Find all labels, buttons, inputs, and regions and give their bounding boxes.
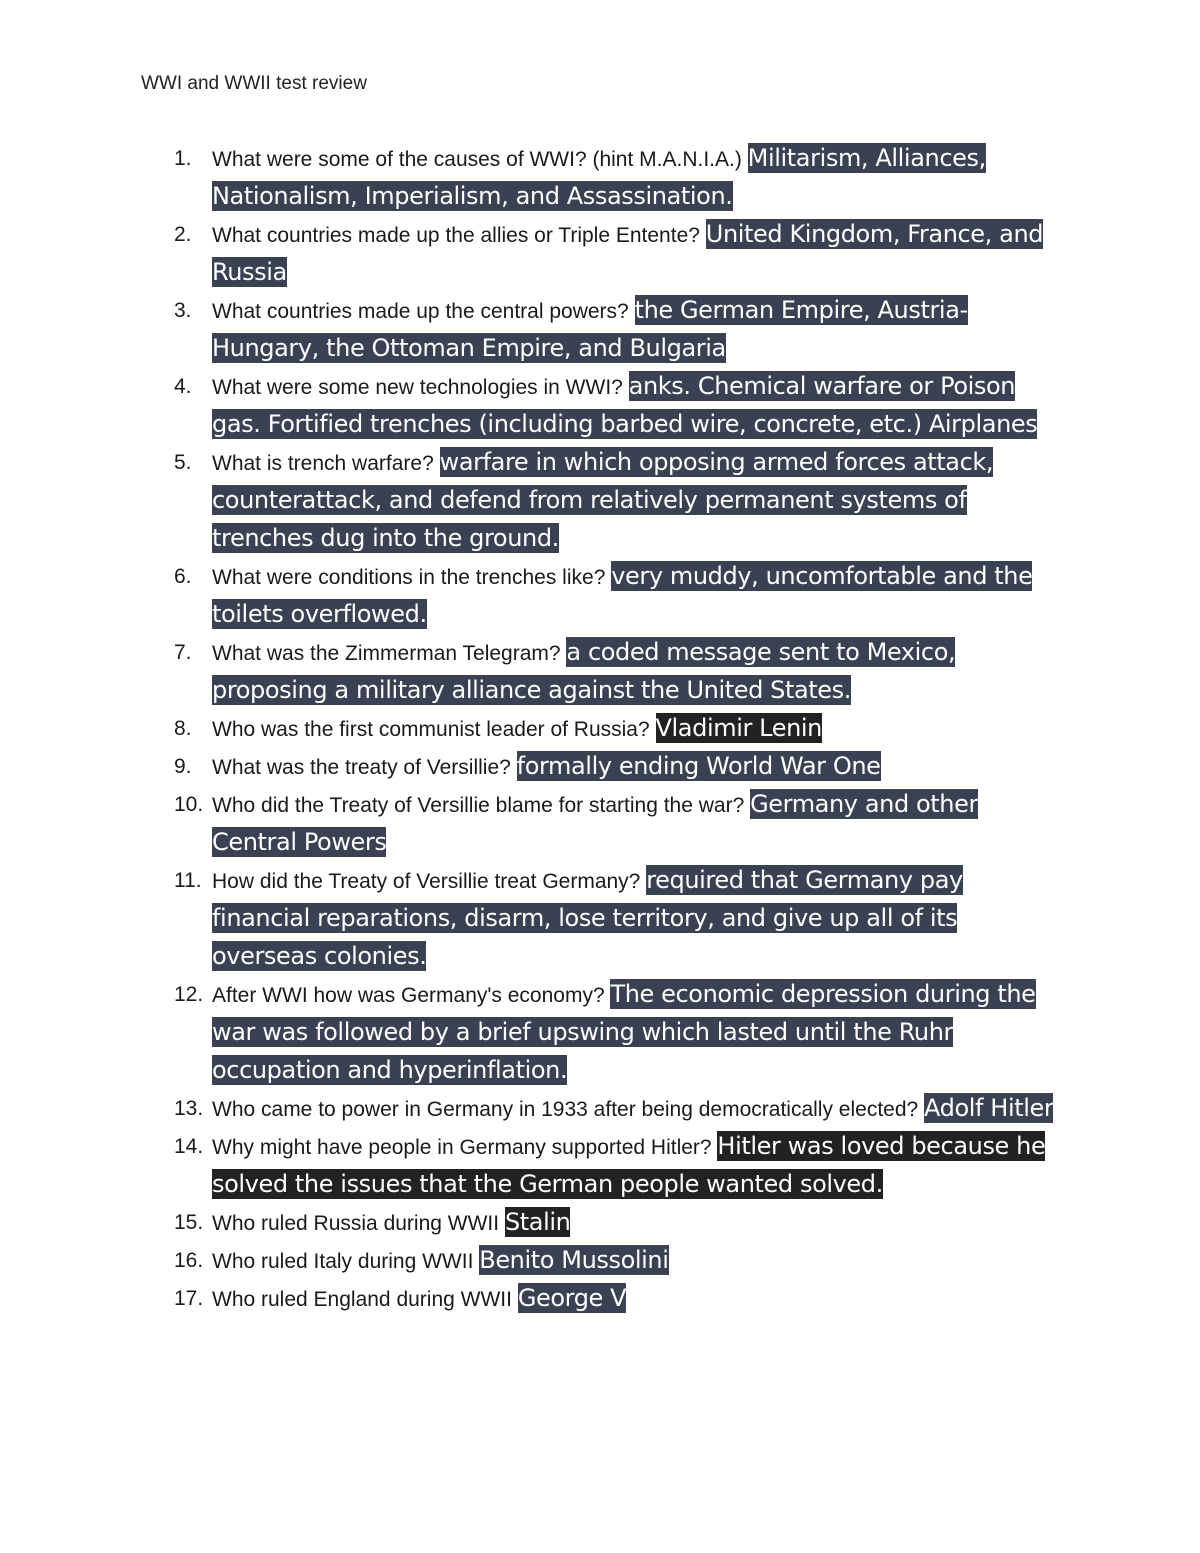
question-number: 7. xyxy=(174,641,192,664)
question-text: What were some new technologies in WWI? xyxy=(212,376,629,399)
answer-highlight: a coded message sent to Mexico, proposing a military alliance against the United States. xyxy=(212,638,956,704)
question-number: 1. xyxy=(174,147,192,170)
list-item xyxy=(0,710,1200,748)
question-text: Who ruled Italy during WWII xyxy=(212,1250,480,1273)
answer-highlight: Benito Mussolini xyxy=(479,1246,669,1274)
answer-highlight: very muddy, uncomfortable and the toilets overflowed. xyxy=(212,562,1033,628)
list-item xyxy=(0,1280,1200,1318)
list-item xyxy=(0,292,1200,368)
list-item xyxy=(0,1242,1200,1280)
question-number: 9. xyxy=(174,755,192,778)
answer-highlight: required that Germany pay financial reparations, disarm, lose territory, and give up all of its overseas colonies. xyxy=(212,866,963,970)
list-item xyxy=(0,140,1200,216)
question-number: 13. xyxy=(174,1097,204,1120)
document-title: WWI and WWII test review xyxy=(141,73,367,94)
list-item xyxy=(0,444,1200,558)
question-number: 10. xyxy=(174,793,204,816)
question-number: 2. xyxy=(174,223,192,246)
question-number: 8. xyxy=(174,717,192,740)
answer-highlight: Militarism, Alliances, Nationalism, Imperialism, and Assassination. xyxy=(212,144,986,210)
answer-highlight: anks. Chemical warfare or Poison gas. Fortified trenches (including barbed wire, concrete, etc.) Airplanes xyxy=(212,372,1038,438)
question-text: What countries made up the allies or Triple Entente? xyxy=(212,224,706,247)
question-list xyxy=(0,140,1200,1318)
question-text: Who was the first communist leader of Russia? xyxy=(212,718,656,741)
list-item xyxy=(0,634,1200,710)
question-text: What is trench warfare? xyxy=(212,452,440,475)
answer-highlight: Vladimir Lenin xyxy=(655,714,822,742)
answer-highlight: Germany and other Central Powers xyxy=(212,790,978,856)
question-number: 5. xyxy=(174,451,192,474)
question-number: 6. xyxy=(174,565,192,588)
question-number: 12. xyxy=(174,983,204,1006)
list-item xyxy=(0,1128,1200,1204)
question-text: What were some of the causes of WWI? (hint M.A.N.I.A.) xyxy=(212,148,748,171)
question-number: 16. xyxy=(174,1249,204,1272)
list-item xyxy=(0,1204,1200,1242)
question-text: What was the Zimmerman Telegram? xyxy=(212,642,567,665)
question-text: What was the treaty of Versillie? xyxy=(212,756,517,779)
question-text: Who came to power in Germany in 1933 after being democratically elected? xyxy=(212,1098,925,1121)
question-text: Who ruled England during WWII xyxy=(212,1288,518,1311)
question-text: What countries made up the central powers? xyxy=(212,300,635,323)
answer-highlight: Stalin xyxy=(504,1208,571,1236)
list-item xyxy=(0,748,1200,786)
list-item xyxy=(0,862,1200,976)
question-number: 14. xyxy=(174,1135,204,1158)
answer-highlight: formally ending World War One xyxy=(516,752,881,780)
answer-highlight: warfare in which opposing armed forces attack, counterattack, and defend from relatively permanent systems of trenches dug into the ground. xyxy=(212,448,994,552)
question-number: 3. xyxy=(174,299,192,322)
list-item xyxy=(0,216,1200,292)
answer-highlight: Hitler was loved because he solved the issues that the German people wanted solved. xyxy=(212,1132,1046,1198)
answer-highlight: George V xyxy=(517,1284,627,1312)
question-number: 15. xyxy=(174,1211,204,1234)
list-item xyxy=(0,976,1200,1090)
answer-highlight: the German Empire, Austria-Hungary, the Ottoman Empire, and Bulgaria xyxy=(212,296,968,362)
question-text: After WWI how was Germany's economy? xyxy=(212,984,611,1007)
list-item xyxy=(0,786,1200,862)
question-number: 11. xyxy=(174,869,202,892)
list-item xyxy=(0,1090,1200,1128)
question-text: Who ruled Russia during WWII xyxy=(212,1212,505,1235)
question-text: What were conditions in the trenches like? xyxy=(212,566,612,589)
list-item xyxy=(0,558,1200,634)
answer-highlight: Adolf Hitler xyxy=(924,1094,1054,1122)
question-text: How did the Treaty of Versillie treat Germany? xyxy=(212,870,647,893)
question-number: 17. xyxy=(174,1287,204,1310)
question-text: Why might have people in Germany supported Hitler? xyxy=(212,1136,718,1159)
question-number: 4. xyxy=(174,375,192,398)
answer-highlight: United Kingdom, France, and Russia xyxy=(212,220,1044,286)
list-item xyxy=(0,368,1200,444)
question-text: Who did the Treaty of Versillie blame for starting the war? xyxy=(212,794,751,817)
answer-highlight: The economic depression during the war was followed by a brief upswing which lasted until the Ruhr occupation and hyperinflation. xyxy=(212,980,1036,1084)
